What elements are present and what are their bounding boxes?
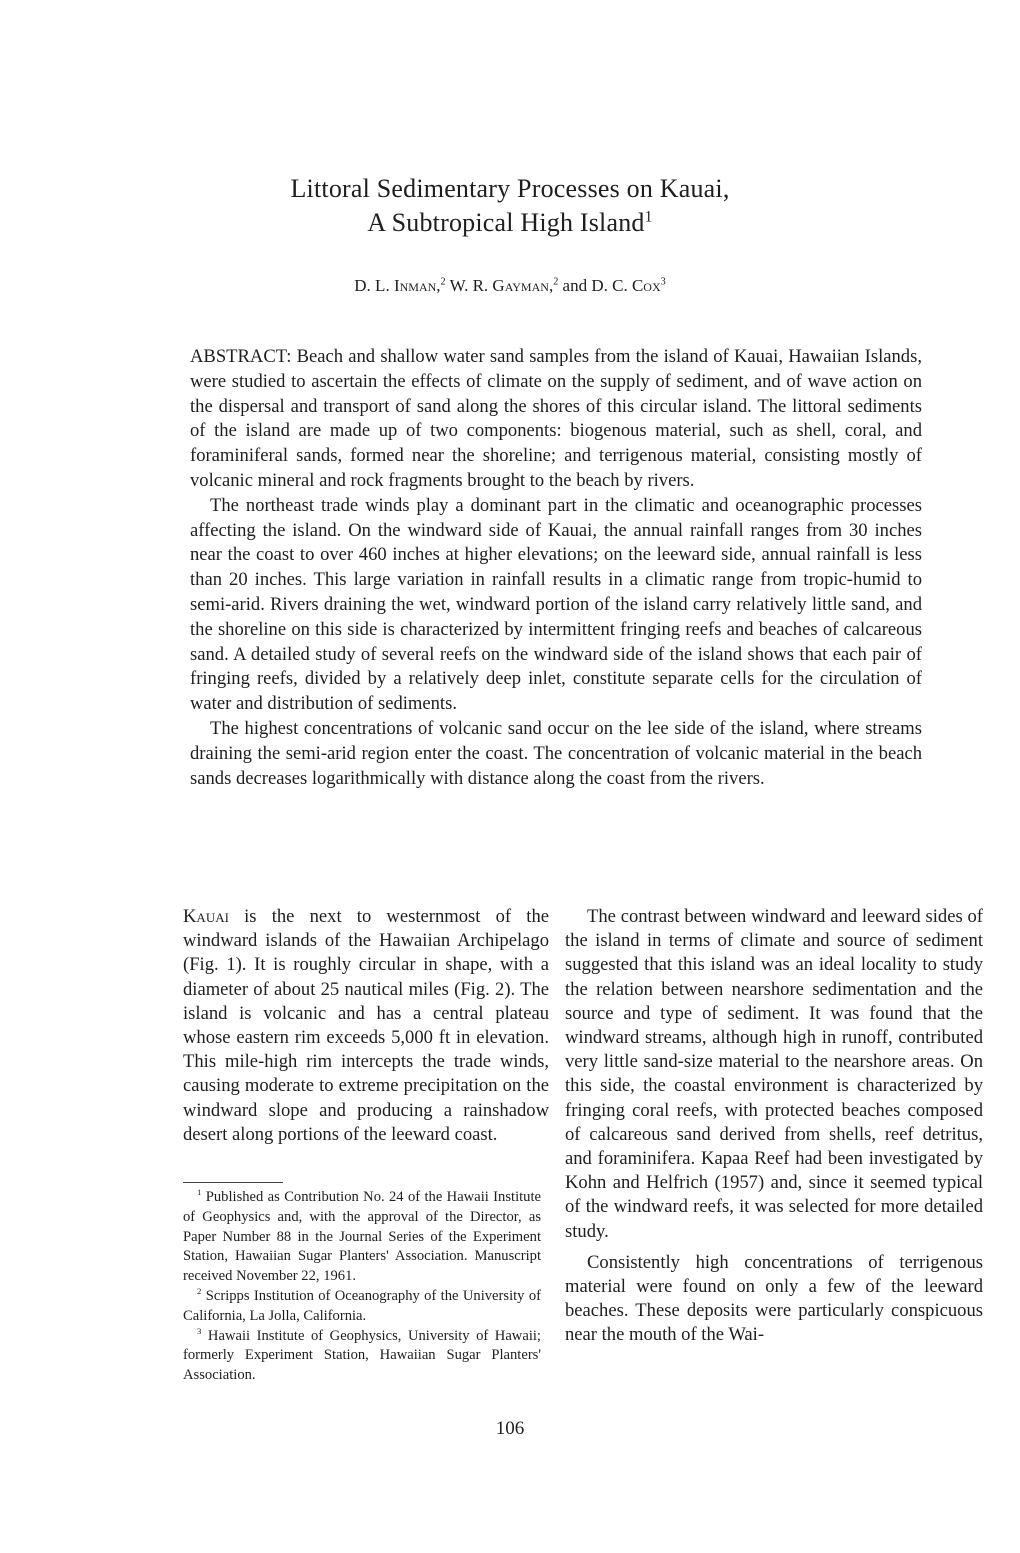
author-surname: Cox [631, 276, 661, 295]
body-column-left [183, 905, 549, 1147]
page-number: 106 [495, 1418, 525, 1439]
footnotes [183, 1188, 541, 1386]
paper-title [0, 172, 1020, 240]
abstract [190, 345, 922, 791]
author-footnote-mark: 2 [440, 276, 446, 288]
author-conjunction: and [562, 276, 588, 295]
title-line-2 [0, 206, 1020, 240]
footnote-mark: 3 [197, 1325, 202, 1336]
body-column-right [565, 905, 983, 1348]
footnote-divider [183, 1182, 283, 1183]
body-paragraph: Consistently high concentrations of terrigenous material were found on only a few of the leeward beaches. These deposits were particularly conspicuous near the mouth of the Wai- [565, 1251, 983, 1346]
abstract-label: ABSTRACT: [190, 346, 292, 367]
footnote-mark: 1 [197, 1187, 202, 1198]
lead-word: Kauai [183, 906, 229, 927]
author-surname: Inman [393, 276, 437, 295]
title-line-1: Littoral Sedimentary Processes on Kauai, [290, 174, 730, 203]
footnote-mark: 2 [197, 1286, 202, 1297]
author: D. L. Inman,$^2$ [354, 276, 446, 295]
title-footnote-mark: 1 [644, 208, 653, 226]
footnote: $^2$ Scripps Institution of Oceanography of the University of California, La Jolla, California. [183, 1286, 541, 1324]
body-paragraph: Kauai is the next to westernmost of the windward islands of the Hawaiian Archipelago (Fig. 1). It is roughly circular in shape, with a diameter of about 25 nautical miles (Fig. 2). The island is volcanic and has a central plateau whose eastern rim exceeds 5,000 ft in elevation. This mile-high rim intercepts the trade winds, causing moderate to extreme precipitation on the windward slope and producing a rainshadow desert along portions of the leeward coast. [183, 906, 549, 1145]
author: D. C. Cox$^3$ [591, 276, 666, 295]
author-footnote-mark: 3 [660, 276, 666, 288]
abstract-paragraph: ABSTRACT: Beach and shallow water sand samples from the island of Kauai, Hawaiian Islands, were studied to ascertain the effects of climate on the supply of sediment, and of wave action on the dispersal and transport of sand along the shores of this circular island. The littoral sediments of the island are made up of two components: biogenous material, such as shell, coral, and foraminiferal sands, formed near the shoreline; and terrigenous material, consisting mostly of volcanic mineral and rock fragments brought to the beach by rivers. [190, 346, 922, 491]
author: W. R. Gayman,$^2$ [449, 276, 559, 295]
footnote: $^3$ Hawaii Institute of Geophysics, University of Hawaii; formerly Experiment Station, Hawaiian Sugar Planters' Association. [183, 1325, 541, 1384]
abstract-paragraph: The highest concentrations of volcanic sand occur on the lee side of the island, where streams draining the semi-arid region enter the coast. The concentration of volcanic material in the beach sands decreases logarithmically with distance along the coast from the rivers. [190, 717, 922, 789]
author-list [0, 275, 1020, 297]
author-surname: Gayman [492, 276, 549, 295]
author-footnote-mark: 2 [553, 276, 559, 288]
body-paragraph: The contrast between windward and leeward sides of the island in terms of climate and source of sediment suggested that this island was an ideal locality to study the relation between nearshore sedimentation and the source and type of sediment. It was found that the windward streams, although high in runoff, contributed very little sand-size material to the nearshore areas. On this side, the coastal environment is characterized by fringing coral reefs, with protected beaches composed of calcareous sand derived from shells, reef detritus, and foraminifera. Kapaa Reef had been investigated by Kohn and Helfrich (1957) and, since it seemed typical of the windward reefs, it was selected for more detailed study. [565, 906, 983, 1242]
abstract-paragraph: The northeast trade winds play a dominant part in the climatic and oceanographic processes affecting the island. On the windward side of Kauai, the annual rainfall ranges from 30 inches near the coast to over 460 inches at higher elevations; on the leeward side, annual rainfall is less than 20 inches. This large variation in rainfall results in a climatic range from tropic-humid to semi-arid. Rivers draining the wet, windward portion of the island carry relatively little sand, and the shoreline on this side is characterized by intermittent fringing reefs and beaches of calcareous sand. A detailed study of several reefs on the windward side of the island shows that each pair of fringing reefs, divided by a relatively deep inlet, constitute separate cells for the circulation of water and distribution of sediments. [190, 494, 922, 715]
footnote: $^1$ Published as Contribution No. 24 of the Hawaii Institute of Geophysics and, with the approval of the Director, as Paper Number 88 in the Journal Series of the Experiment Station, Hawaiian Sugar Planters' Association. Manuscript received November 22, 1961. [183, 1187, 542, 1285]
title-line-2-text: A Subtropical High Island [367, 208, 645, 237]
